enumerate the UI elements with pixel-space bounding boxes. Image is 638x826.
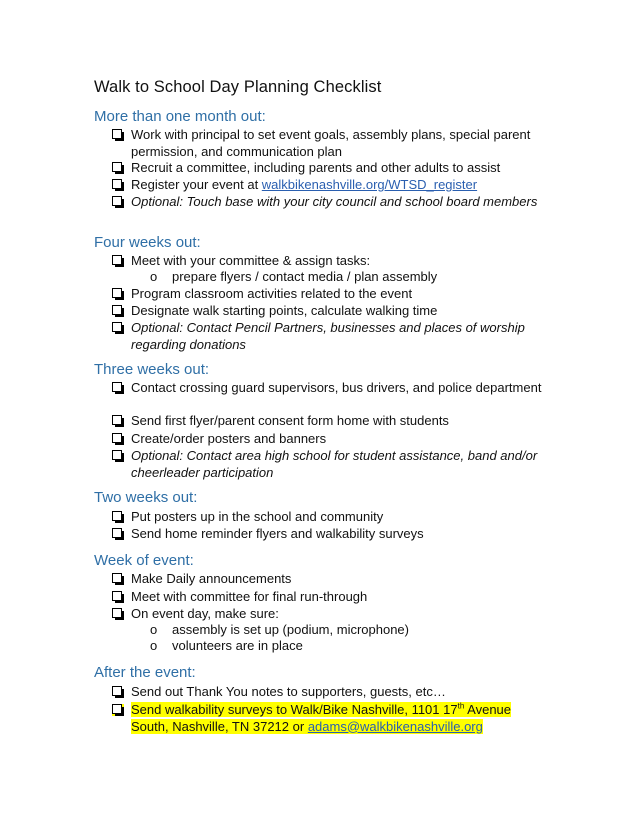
- checklist-item[interactable]: [112, 253, 552, 270]
- sub-list-item: [150, 269, 437, 286]
- register-link[interactable]: walkbikenashville.org/WTSD_register: [261, 177, 478, 192]
- checkbox-icon[interactable]: [112, 608, 124, 620]
- checkbox-icon[interactable]: [112, 255, 124, 267]
- checkbox-icon[interactable]: [112, 415, 124, 427]
- checklist-item-text: Send out Thank You notes to supporters, guests, etc…: [131, 684, 446, 699]
- checklist-item-highlighted[interactable]: [112, 702, 552, 735]
- checklist-item-text-cont: Avenue South, Nashville, TN 37212 or: [131, 702, 512, 734]
- checkbox-icon[interactable]: [112, 528, 124, 540]
- checkbox-icon[interactable]: [112, 382, 124, 394]
- page-title: Walk to School Day Planning Checklist: [94, 78, 382, 96]
- checklist-item-text: Recruit a committee, including parents and other adults to assist: [131, 160, 501, 175]
- checklist-item[interactable]: [112, 160, 552, 177]
- checklist-item-text: Optional: Touch base with your city council and school board members: [131, 194, 538, 209]
- sub-list-item: [150, 638, 303, 655]
- checkbox-icon[interactable]: [112, 704, 124, 716]
- checklist-item[interactable]: [112, 413, 552, 430]
- checklist-item[interactable]: [112, 194, 552, 211]
- checklist-item-text: Designate walk starting points, calculate walking time: [131, 303, 438, 318]
- checklist-item[interactable]: [112, 303, 552, 320]
- checkbox-icon[interactable]: [112, 433, 124, 445]
- checklist-item-text: Put posters up in the school and community: [131, 509, 384, 524]
- checklist-item[interactable]: [112, 526, 552, 543]
- sub-bullet: o: [150, 622, 158, 637]
- checkbox-icon[interactable]: [112, 288, 124, 300]
- section-heading-four-weeks: Four weeks out:: [94, 234, 201, 251]
- checklist-item-text: Send home reminder flyers and walkability surveys: [131, 526, 424, 541]
- checklist-item[interactable]: [112, 684, 552, 701]
- checklist-item[interactable]: [112, 380, 552, 397]
- checklist-item-text: On event day, make sure:: [131, 606, 279, 621]
- checkbox-icon[interactable]: [112, 129, 124, 141]
- checklist-item-text: Send walkability surveys to Walk/Bike Nashville, 1101 17: [131, 702, 458, 717]
- sub-list-item: [150, 622, 409, 639]
- section-heading-after-event: After the event:: [94, 664, 196, 681]
- section-heading-more-than-one-month: More than one month out:: [94, 108, 266, 125]
- checklist-item-text: Register your event at: [131, 177, 262, 192]
- checklist-item-text: Program classroom activities related to the event: [131, 286, 413, 301]
- checklist-item-text: Optional: Contact Pencil Partners, businesses and places of worship regarding donations: [131, 320, 525, 352]
- checklist-item[interactable]: [112, 448, 552, 481]
- checklist-item-text: Meet with your committee & assign tasks:: [131, 253, 371, 268]
- checkbox-icon[interactable]: [112, 686, 124, 698]
- checklist-item-text: Make Daily announcements: [131, 571, 292, 586]
- checkbox-icon[interactable]: [112, 450, 124, 462]
- sub-list-item-text: volunteers are in place: [172, 638, 303, 653]
- checkbox-icon[interactable]: [112, 322, 124, 334]
- checkbox-icon[interactable]: [112, 179, 124, 191]
- section-heading-three-weeks: Three weeks out:: [94, 361, 210, 378]
- checklist-item-text: Work with principal to set event goals, assembly plans, special parent permission, and communication plan: [131, 127, 531, 159]
- checkbox-icon[interactable]: [112, 511, 124, 523]
- checklist-item[interactable]: [112, 509, 552, 526]
- sub-bullet: o: [150, 269, 158, 284]
- checklist-item[interactable]: [112, 589, 552, 606]
- section-heading-two-weeks: Two weeks out:: [94, 489, 198, 506]
- ordinal-suffix: th: [457, 701, 465, 711]
- checklist-item-text: Meet with committee for final run-through: [131, 589, 368, 604]
- sub-bullet: o: [150, 638, 158, 653]
- section-heading-week-of-event: Week of event:: [94, 552, 194, 569]
- checklist-item-text: Send first flyer/parent consent form home with students: [131, 413, 449, 428]
- checkbox-icon[interactable]: [112, 305, 124, 317]
- email-link[interactable]: adams@walkbikenashville.org: [307, 718, 483, 734]
- sub-list-item-text: assembly is set up (podium, microphone): [172, 622, 409, 637]
- checkbox-icon[interactable]: [112, 196, 124, 208]
- checkbox-icon[interactable]: [112, 573, 124, 585]
- checklist-item[interactable]: [112, 571, 552, 588]
- checklist-item-text: Contact crossing guard supervisors, bus drivers, and police department: [131, 380, 542, 395]
- checklist-item[interactable]: [112, 320, 552, 353]
- checkbox-icon[interactable]: [112, 591, 124, 603]
- checklist-item[interactable]: [112, 606, 552, 623]
- checklist-item[interactable]: [112, 286, 552, 303]
- checklist-item[interactable]: [112, 431, 552, 448]
- checklist-item-text: Create/order posters and banners: [131, 431, 327, 446]
- checklist-item[interactable]: [112, 177, 552, 194]
- checkbox-icon[interactable]: [112, 162, 124, 174]
- checklist-item-text: Optional: Contact area high school for student assistance, band and/or cheerleader participation: [131, 448, 538, 480]
- checklist-item[interactable]: [112, 127, 552, 160]
- sub-list-item-text: prepare flyers / contact media / plan assembly: [172, 269, 438, 284]
